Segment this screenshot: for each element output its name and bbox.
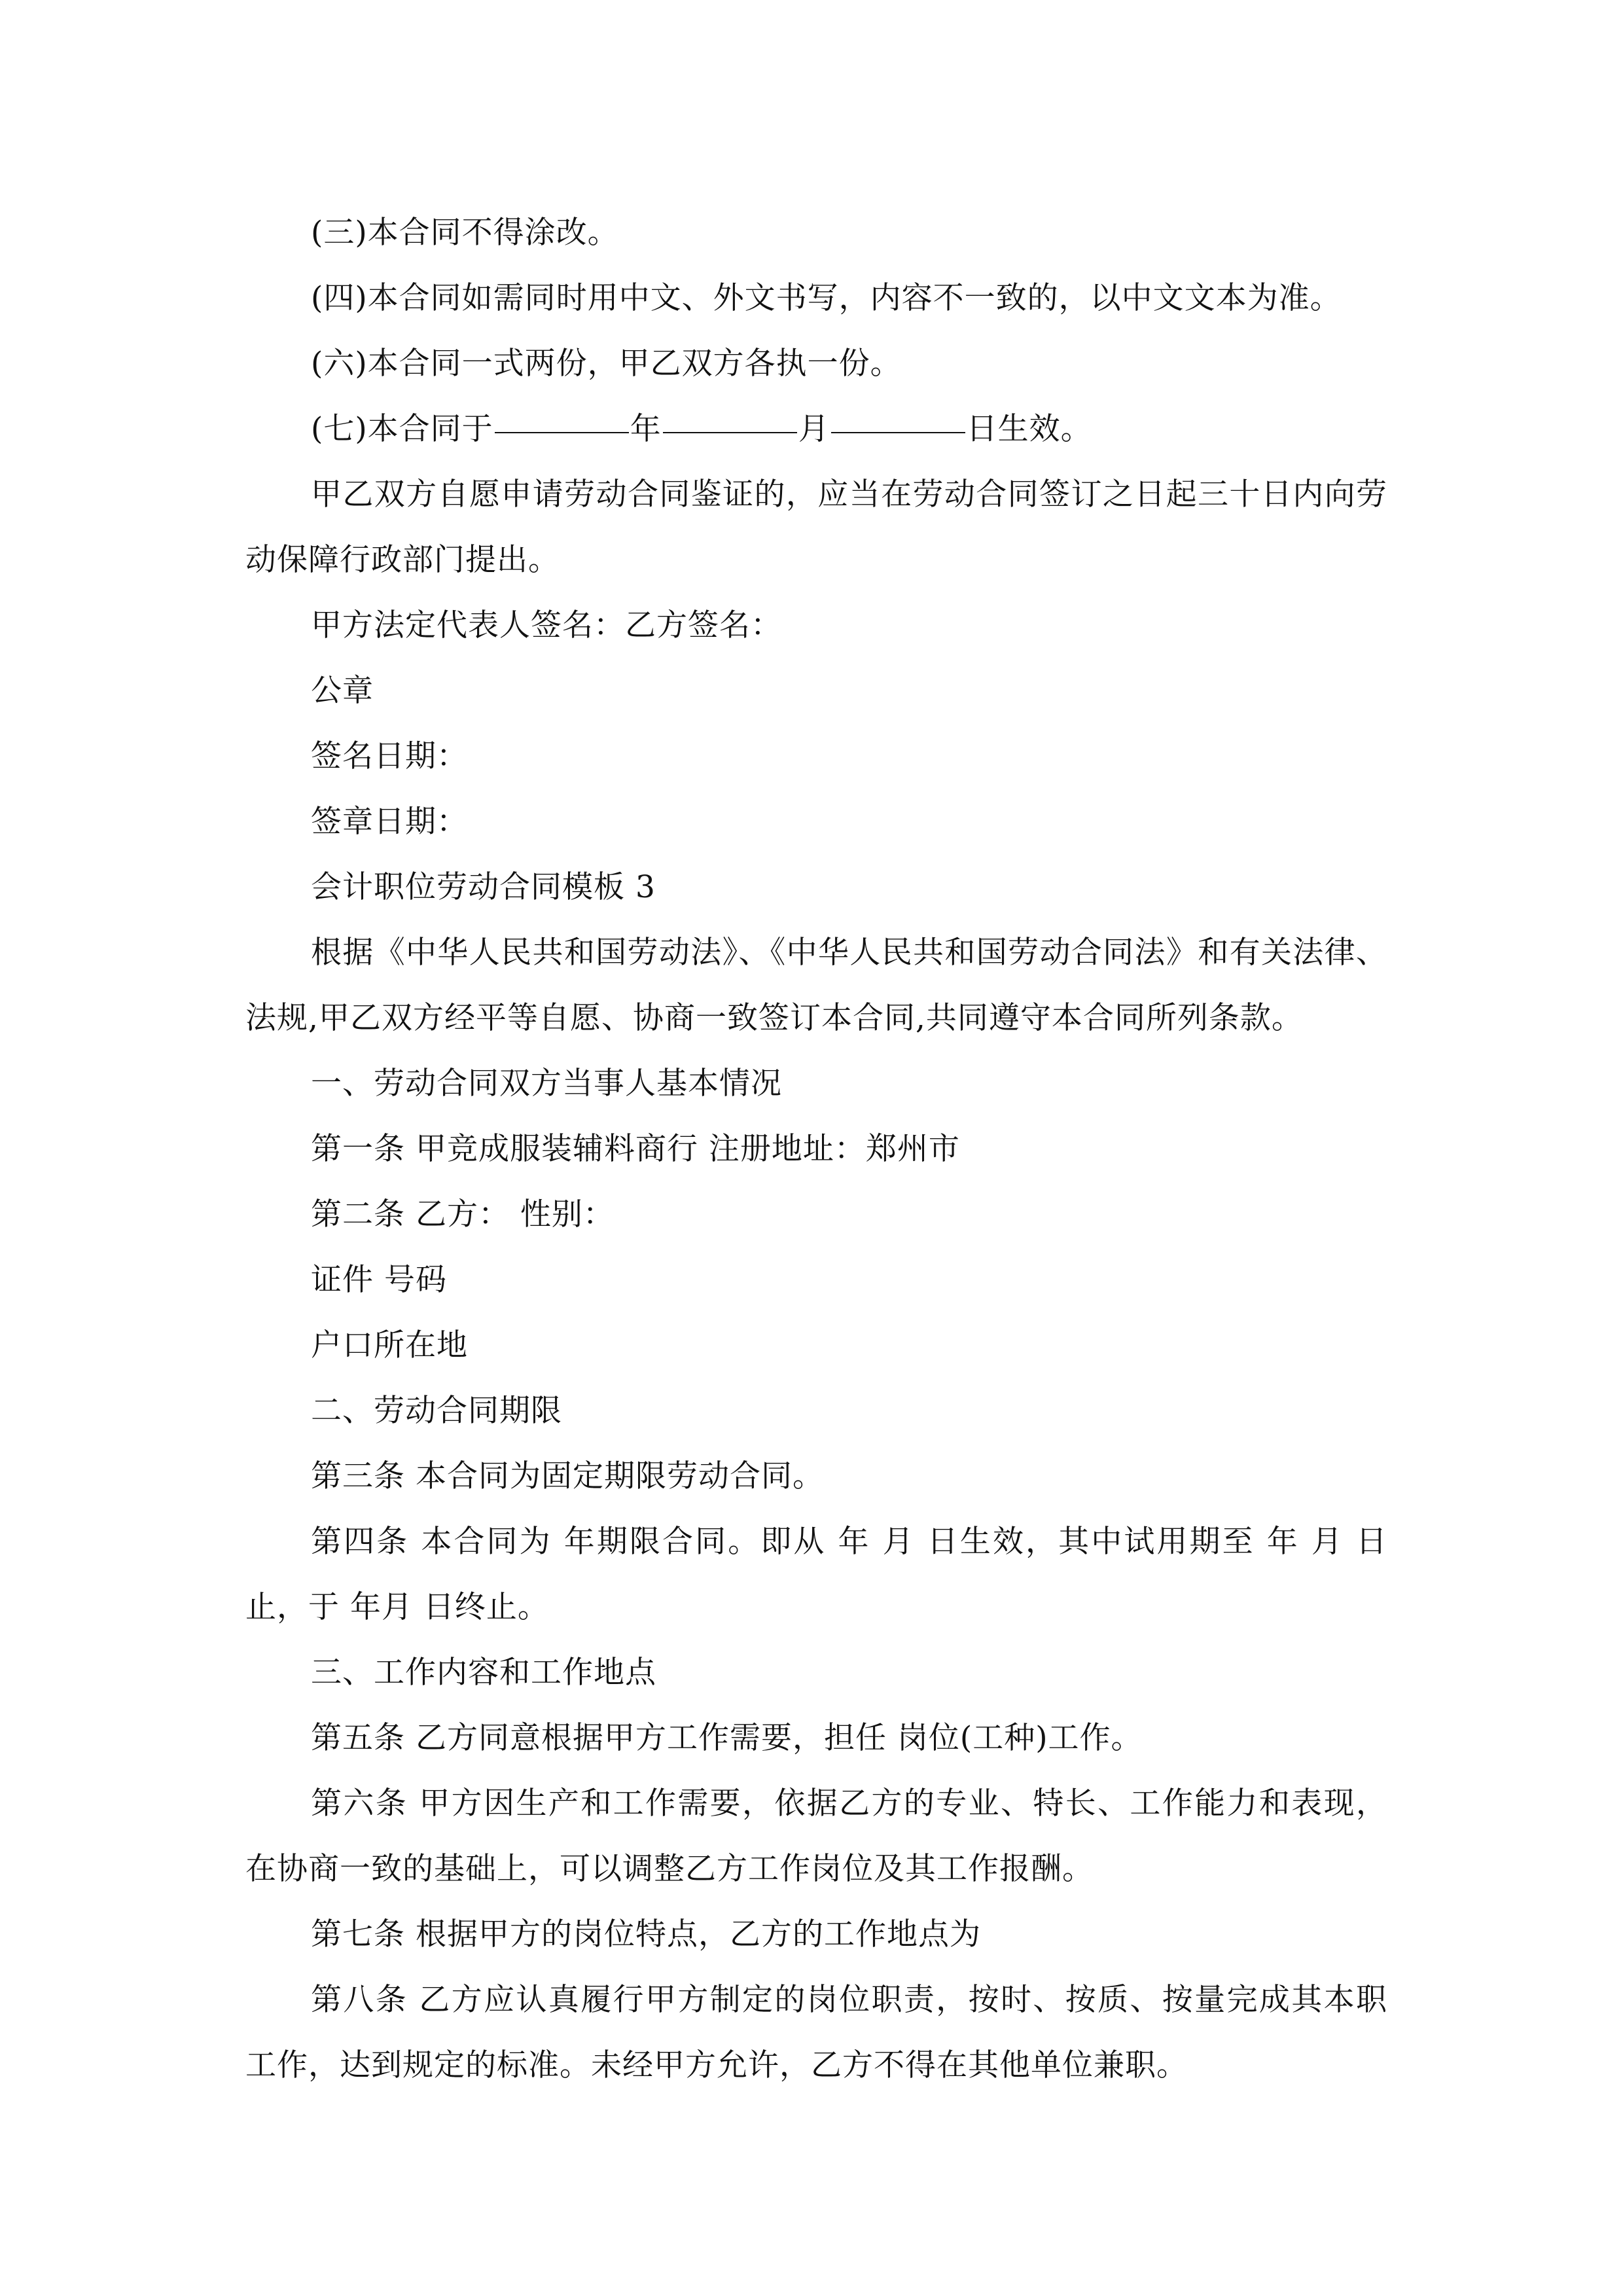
official-seal: 公章 — [311, 673, 374, 709]
id-number-line: 证件 号码 — [311, 1262, 447, 1298]
month-blank — [663, 431, 797, 433]
article-2: 第二条 乙方： 性别： — [311, 1196, 615, 1232]
signature-date: 签名日期： — [311, 738, 468, 774]
section-heading-2: 二、劳动合同期限 — [311, 1393, 562, 1429]
clause-copies: (六)本合同一式两份，甲乙双方各执一份。 — [311, 346, 902, 382]
article-1: 第一条 甲竞成服装辅料商行 注册地址：郑州市 — [311, 1131, 960, 1167]
effective-suffix: 日生效。 — [966, 411, 1092, 447]
clause-language: (四)本合同如需同时用中文、外文书写，内容不一致的，以中文文本为准。 — [311, 280, 1342, 316]
seal-date: 签章日期： — [311, 804, 468, 840]
effective-month-label: 月 — [798, 411, 830, 447]
document-body — [245, 200, 1387, 2098]
paragraph-intro: 根据《中华人民共和国劳动法》、《中华人民共和国劳动合同法》和有关法律、法规,甲乙双方经平等自愿、协商一致签订本合同,共同遵守本合同所列条款。 — [245, 935, 1387, 1036]
day-blank — [831, 431, 965, 433]
year-blank — [495, 431, 629, 433]
effective-prefix: (七)本合同于 — [311, 411, 493, 447]
template-title: 会计职位劳动合同模板 3 — [311, 869, 656, 905]
household-registration-line: 户口所在地 — [311, 1327, 468, 1363]
section-heading-1: 一、劳动合同双方当事人基本情况 — [311, 1066, 782, 1102]
article-7: 第七条 根据甲方的岗位特点，乙方的工作地点为 — [311, 1916, 981, 1952]
article-6: 第六条 甲方因生产和工作需要，依据乙方的专业、特长、工作能力和表现，在协商一致的基础上，可以调整乙方工作岗位及其工作报酬。 — [245, 1785, 1387, 1887]
clause-no-alteration: (三)本合同不得涂改。 — [311, 215, 619, 251]
section-heading-3: 三、工作内容和工作地点 — [311, 1655, 656, 1691]
article-3: 第三条 本合同为固定期限劳动合同。 — [311, 1458, 824, 1494]
paragraph-verification: 甲乙双方自愿申请劳动合同鉴证的，应当在劳动合同签订之日起三十日内向劳动保障行政部门提出。 — [245, 476, 1387, 578]
article-5: 第五条 乙方同意根据甲方工作需要，担任 岗位(工种)工作。 — [311, 1720, 1143, 1756]
effective-year-label: 年 — [630, 411, 662, 447]
clause-effective-date — [245, 397, 1387, 462]
article-4: 第四条 本合同为 年期限合同。即从 年 月 日生效，其中试用期至 年 月 日止，于 年月 日终止。 — [245, 1524, 1387, 1625]
signature-line: 甲方法定代表人签名：乙方签名： — [311, 607, 782, 643]
article-8: 第八条 乙方应认真履行甲方制定的岗位职责，按时、按质、按量完成其本职工作，达到规定的标准。未经甲方允许，乙方不得在其他单位兼职。 — [245, 1982, 1387, 2083]
